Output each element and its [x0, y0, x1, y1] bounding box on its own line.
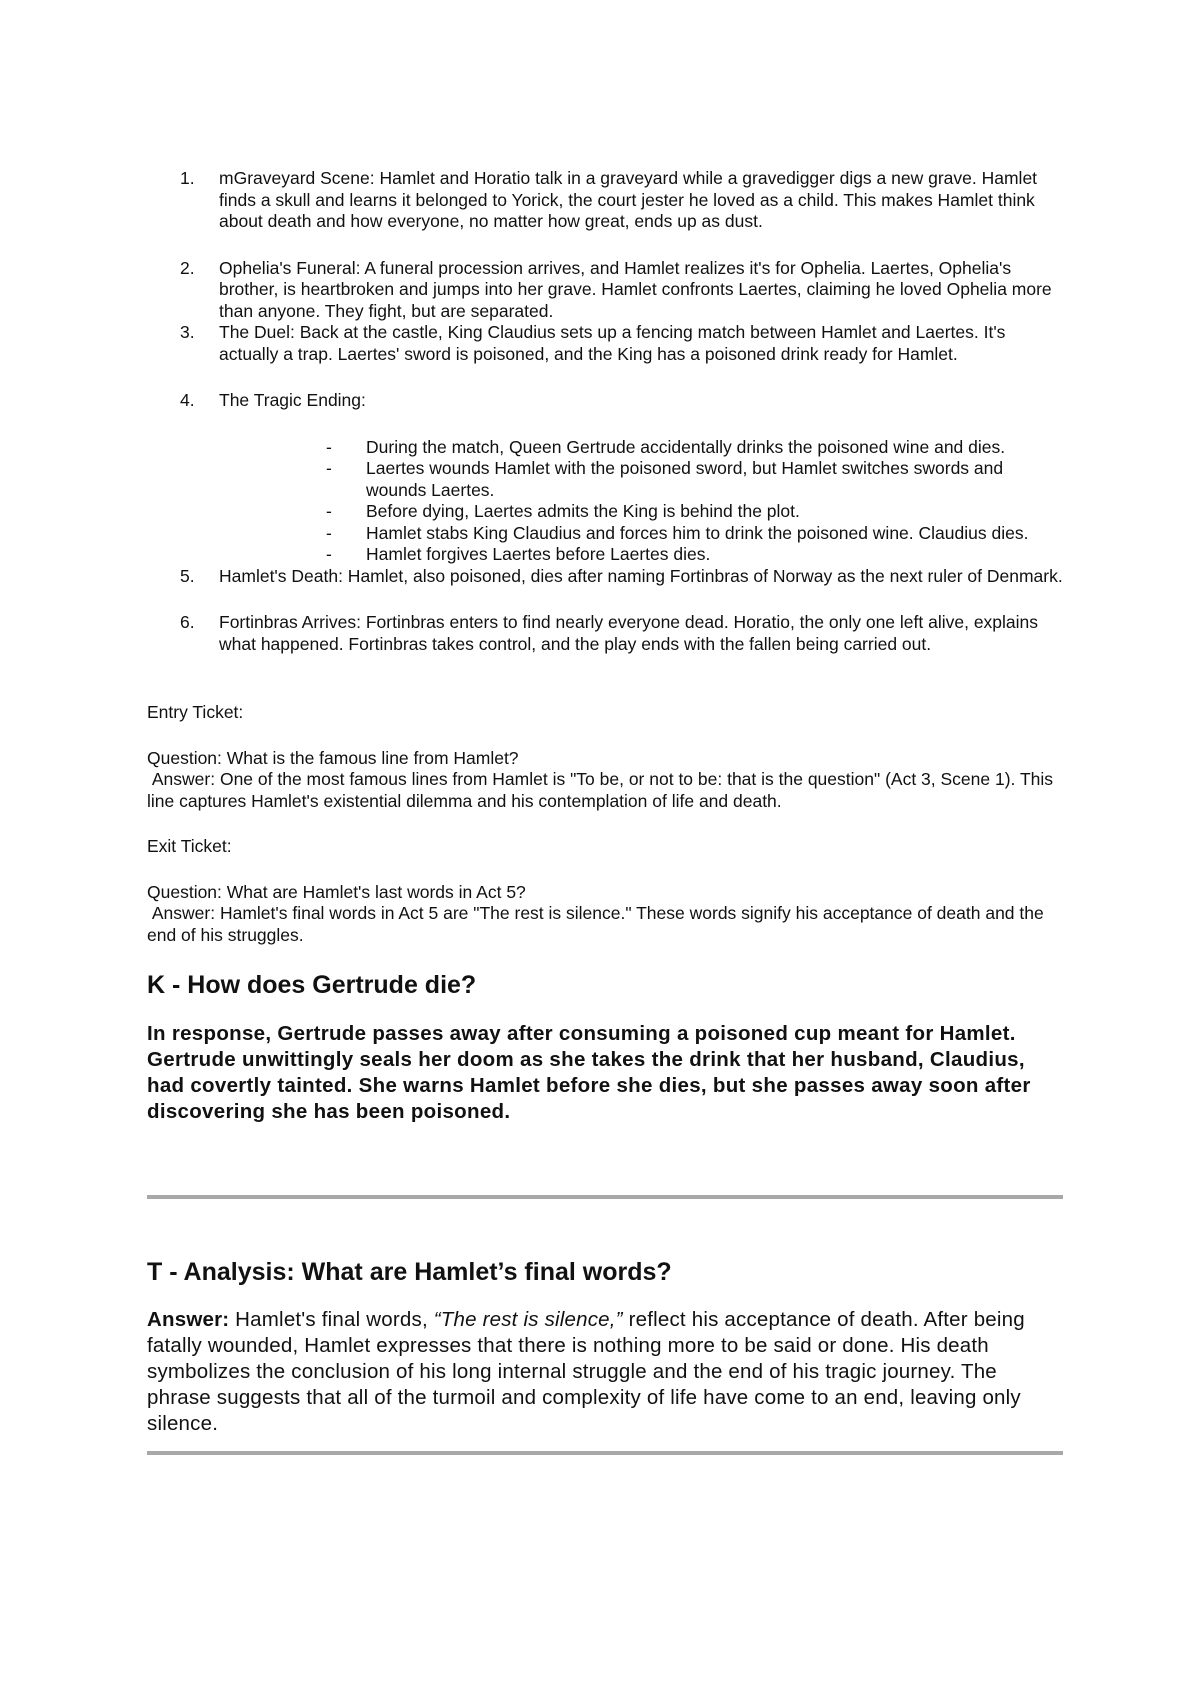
bullet-dash: - — [326, 458, 332, 478]
exit-ticket-label: Exit Ticket: — [147, 836, 232, 856]
bullet-item — [147, 437, 1063, 459]
exit-ticket-answer: Answer: Hamlet's final words in Act 5 are "The rest is silence." These words signify his acceptance of death and the end of his struggles. — [147, 903, 1049, 945]
bullet-dash: - — [326, 436, 332, 457]
list-item — [147, 168, 1063, 233]
t-section-heading: T - Analysis: What are Hamlet’s final words? — [147, 1258, 672, 1286]
list-item-text: Hamlet's Death: Hamlet, also poisoned, dies after naming Fortinbras of Norway as the next ruler of Denmark. — [219, 565, 1063, 586]
bullet-text: Hamlet stabs King Claudius and forces him to drink the poisoned wine. Claudius dies. — [366, 522, 1029, 543]
bullet-item — [147, 458, 1063, 501]
tragic-ending-bullets — [147, 437, 1063, 566]
answer-text-post: reflect his acceptance of death. After being fatally wounded, Hamlet expresses that there is nothing more to be said or done. His death symbolizes the conclusion of his long internal struggle and the end of his tragic journey. The phrase suggests that all of the turmoil and complexity of life have come to an end, leaving only silence. — [147, 1308, 1031, 1435]
bullet-dash: - — [326, 501, 332, 521]
bullet-item — [147, 501, 1063, 523]
plot-summary-list-continued — [147, 566, 1063, 656]
list-item-text: The Tragic Ending: — [219, 390, 366, 410]
entry-ticket-answer: Answer: One of the most famous lines from Hamlet is "To be, or not to be: that is the question" (Act 3, Scene 1). This line captures Hamlet's existential dilemma and his contemplation of life and death. — [147, 769, 1058, 811]
horizontal-rule — [147, 1195, 1063, 1199]
bullet-text: During the match, Queen Gertrude accidentally drinks the poisoned wine and dies. — [366, 436, 1006, 457]
entry-ticket-question: Question: What is the famous line from Hamlet? — [147, 747, 519, 768]
list-item — [147, 566, 1063, 588]
list-item-text: Ophelia's Funeral: A funeral procession arrives, and Hamlet realizes it's for Ophelia. Laertes, Ophelia's brother, is heartbroken and jumps into her grave. Hamlet confronts Laertes, claiming he loved Ophelia more than anyone. They fight, but are separated. — [219, 257, 1052, 321]
list-item — [147, 322, 1063, 365]
answer-label: Answer: — [147, 1308, 230, 1331]
list-number: 4. — [180, 390, 195, 410]
list-item — [147, 612, 1063, 655]
answer-quote: “The rest is silence,” — [433, 1308, 623, 1331]
k-section-body: In response, Gertrude passes away after consuming a poisoned cup meant for Hamlet. Gertrude unwittingly seals her doom as she takes the drink that her husband, Claudius, had covertly tainted. She warns Hamlet before she dies, but she passes away soon after discovering she has been poisoned. — [147, 1022, 1031, 1123]
bullet-text: Hamlet forgives Laertes before Laertes dies. — [366, 544, 711, 564]
list-number: 5. — [180, 565, 195, 586]
exit-ticket-question: Question: What are Hamlet's last words in Act 5? — [147, 881, 526, 902]
bullet-text: Before dying, Laertes admits the King is behind the plot. — [366, 501, 800, 521]
plot-summary-list — [147, 168, 1063, 412]
entry-ticket-label: Entry Ticket: — [147, 702, 244, 722]
t-section — [147, 1257, 1063, 1437]
bullet-text: Laertes wounds Hamlet with the poisoned sword, but Hamlet switches swords and wounds Laertes. — [366, 458, 1004, 500]
k-section — [147, 970, 1063, 1125]
bullet-dash: - — [326, 544, 332, 564]
list-item — [147, 390, 1063, 412]
list-item-text: The Duel: Back at the castle, King Claudius sets up a fencing match between Hamlet and Laertes. It's actually a trap. Laertes' sword is poisoned, and the King has a poisoned drink ready for Hamlet. — [219, 322, 1006, 364]
answer-text-pre: Hamlet's final words, — [229, 1308, 434, 1331]
horizontal-rule — [147, 1451, 1063, 1455]
list-item-text: Fortinbras Arrives: Fortinbras enters to find nearly everyone dead. Horatio, the only one left alive, explains what happened. Fortinbras takes control, and the play ends with the fallen being carried out. — [219, 612, 1039, 654]
bullet-item — [147, 544, 1063, 566]
list-item-text: mGraveyard Scene: Hamlet and Horatio talk in a graveyard while a gravedigger digs a new grave. Hamlet finds a skull and learns it belonged to Yorick, the court jester he loved as a child. This makes Hamlet think about death and how everyone, no matter how great, ends up as dust. — [219, 168, 1038, 231]
bullet-dash: - — [326, 522, 332, 543]
list-number: 2. — [180, 257, 195, 278]
list-number: 6. — [180, 612, 195, 632]
document-page — [147, 168, 1063, 1455]
exit-ticket — [147, 836, 1063, 946]
t-section-answer — [147, 1307, 1063, 1437]
k-section-heading: K - How does Gertrude die? — [147, 971, 477, 999]
list-item — [147, 258, 1063, 323]
bullet-item — [147, 523, 1063, 545]
list-number: 1. — [180, 168, 195, 188]
list-number: 3. — [180, 322, 195, 342]
entry-ticket — [147, 702, 1063, 812]
